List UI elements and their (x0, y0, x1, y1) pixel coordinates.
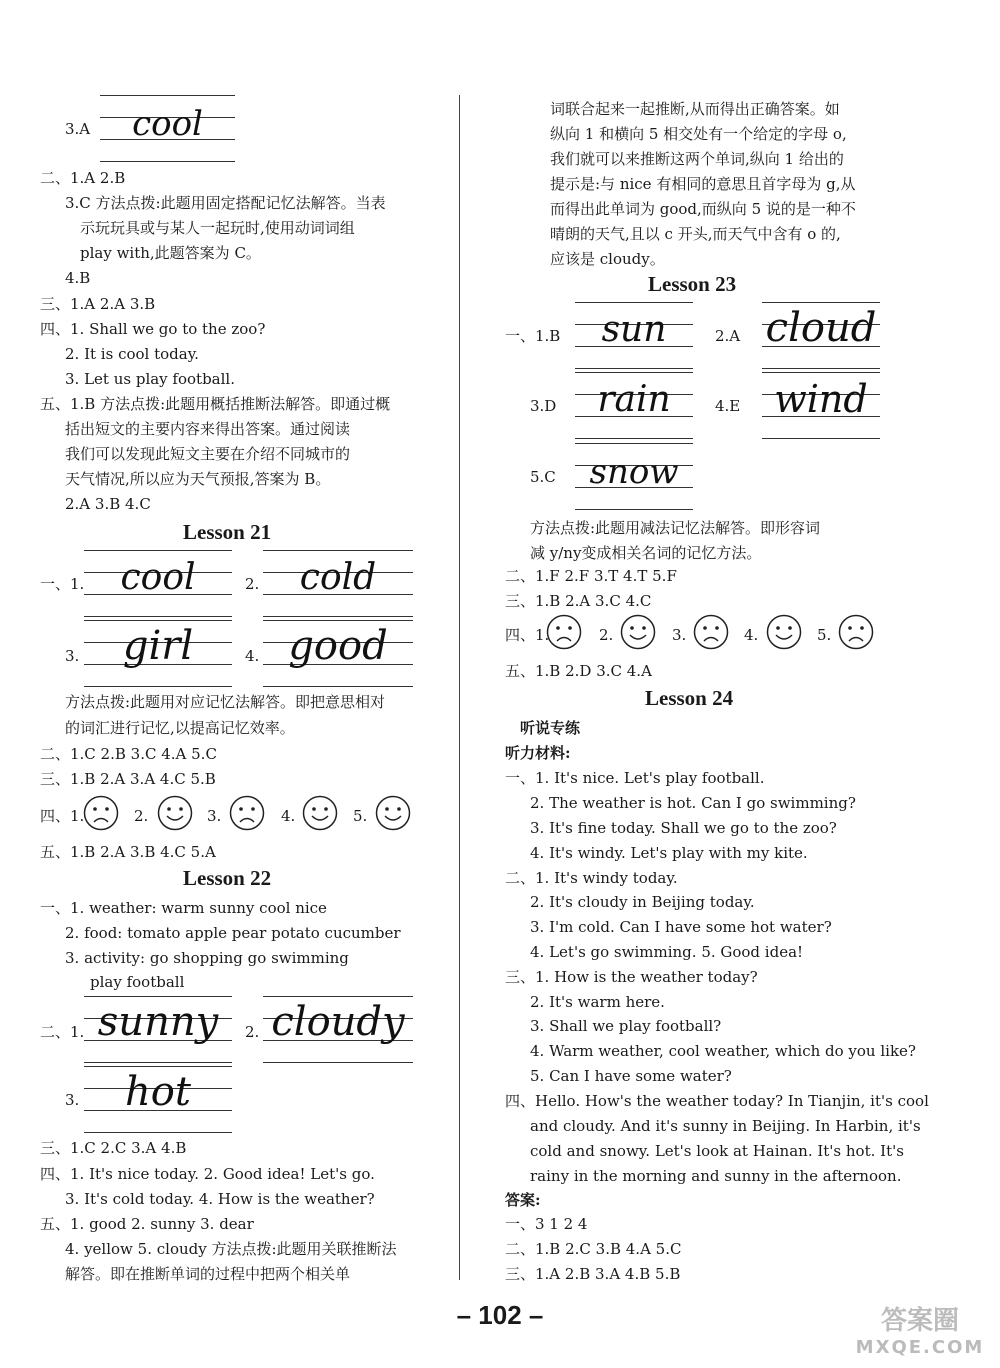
handwritten-word: sunny (97, 999, 219, 1045)
ruling-line (263, 686, 413, 687)
lesson-heading: Lesson 22 (183, 866, 272, 890)
ruling-line (84, 620, 232, 621)
right-text-line: 3. It's fine today. Shall we go to the zoo? (530, 819, 837, 837)
right-text-line: 答案: (505, 1191, 541, 1209)
right-text-line: 听说专练 (520, 719, 581, 737)
ruling-line (575, 368, 693, 369)
right-text-line: 3. I'm cold. Can I have some hot water? (530, 918, 832, 936)
handwritten-word: cool (132, 103, 203, 144)
right-text-line: 2. It's cloudy in Beijing today. (530, 893, 755, 911)
happy-face-icon (375, 795, 411, 831)
left-text-line: 2. It is cool today. (65, 345, 199, 363)
left-text-line: 4. (281, 807, 296, 825)
ruling-line (84, 1132, 232, 1133)
right-text-line: 4. Let's go swimming. 5. Good idea! (530, 943, 804, 961)
handwriting-box (84, 620, 232, 686)
handwriting-box (84, 996, 232, 1062)
handwritten-word: cloud (765, 305, 877, 351)
right-text-line: 我们就可以来推断这两个单词,纵向 1 给出的 (550, 150, 844, 168)
handwriting-box (575, 302, 693, 368)
ruling-line (575, 438, 693, 439)
right-text-line: 一、1.B (505, 327, 561, 345)
sad-face-icon (83, 795, 119, 831)
left-text-line: 3. activity: go shopping go swimming (65, 949, 349, 967)
right-text-line: 三、1. How is the weather today? (505, 968, 758, 986)
left-text-line: 一、1. weather: warm sunny cool nice (40, 899, 327, 917)
ruling-line (263, 996, 413, 997)
right-text-line: 一、1. It's nice. Let's play football. (505, 769, 765, 787)
left-text-line: 4. yellow 5. cloudy 方法点拨:此题用关联推断法 (65, 1240, 397, 1258)
left-text-line: 括出短文的主要内容来得出答案。通过阅读 (65, 420, 351, 438)
handwriting-box (263, 550, 413, 616)
ruling-line (575, 509, 693, 510)
left-text-line: 4.B (65, 269, 91, 287)
left-text-line: 三、1.C 2.C 3.A 4.B (40, 1139, 187, 1157)
left-text-line: 3. Let us play football. (65, 370, 235, 388)
left-text-line: 一、1. (40, 575, 85, 593)
left-text-line: 4. (245, 647, 260, 665)
ruling-line (575, 302, 693, 303)
left-text-line: 三、1.A 2.A 3.B (40, 295, 156, 313)
right-text-line: 应该是 cloudy。 (550, 250, 665, 268)
ruling-line (100, 161, 235, 162)
ruling-line (762, 372, 880, 373)
left-text-line: 天气情况,所以应为天气预报,答案为 B。 (65, 470, 331, 488)
left-text-line: 2. (245, 575, 260, 593)
handwriting-box (575, 372, 693, 438)
left-text-line: 3.A (65, 120, 91, 138)
handwritten-word: wind (774, 376, 868, 421)
left-text-line: 三、1.B 2.A 3.A 4.C 5.B (40, 770, 216, 788)
ruling-line (762, 438, 880, 439)
handwriting-box (762, 372, 880, 438)
right-text-line: 纵向 1 和横向 5 相交处有一个给定的字母 o, (550, 125, 847, 143)
happy-face-icon (766, 614, 802, 650)
right-text-line: 4. (744, 626, 759, 644)
right-text-line: 5. (817, 626, 832, 644)
ruling-line (84, 550, 232, 551)
right-text-line: 而得出此单词为 good,而纵向 5 说的是一种不 (550, 200, 856, 218)
handwritten-word: cloudy (271, 999, 405, 1045)
sad-face-icon (229, 795, 265, 831)
column-divider (459, 95, 460, 1280)
left-text-line: play with,此题答案为 C。 (80, 244, 261, 262)
left-text-line: 3. It's cold today. 4. How is the weather? (65, 1190, 375, 1208)
right-text-line: 五、1.B 2.D 3.C 4.A (505, 662, 652, 680)
ruling-line (84, 686, 232, 687)
right-text-line: rainy in the morning and sunny in the afternoon. (530, 1167, 902, 1185)
watermark-line1: 答案圈 (880, 1306, 959, 1336)
happy-face-icon (302, 795, 338, 831)
left-text-line: 2. (245, 1023, 260, 1041)
right-text-line: 4.E (715, 397, 741, 415)
handwritten-word: good (288, 623, 388, 669)
handwriting-box (263, 996, 413, 1062)
right-text-line: 减 y/ny变成相关名词的记忆方法。 (530, 544, 762, 562)
left-text-line: 二、1. (40, 1023, 85, 1041)
right-text-line: 一、3 1 2 4 (505, 1215, 588, 1233)
ruling-line (84, 616, 232, 617)
handwriting-box (762, 302, 880, 368)
right-text-line: 5.C (530, 468, 556, 486)
lesson-heading: Lesson 24 (645, 686, 734, 710)
watermark (850, 1300, 990, 1360)
handwritten-word: snow (589, 451, 679, 492)
right-text-line: 三、1.B 2.A 3.C 4.C (505, 592, 652, 610)
ruling-line (762, 302, 880, 303)
left-text-line: 四、1. It's nice today. 2. Good idea! Let's go. (40, 1165, 375, 1183)
handwriting-box (100, 95, 235, 161)
ruling-line (84, 1062, 232, 1063)
lesson-heading: Lesson 21 (183, 520, 272, 544)
sad-face-icon (838, 614, 874, 650)
watermark-line2: MXQE.COM (855, 1337, 985, 1358)
handwritten-word: cold (299, 556, 377, 598)
left-text-line: 3. (65, 647, 80, 665)
lesson-heading: Lesson 23 (648, 272, 737, 296)
ruling-line (263, 550, 413, 551)
ruling-line (575, 372, 693, 373)
right-text-line: 四、1. (505, 626, 550, 644)
right-text-line: 二、1.B 2.C 3.B 4.A 5.C (505, 1240, 682, 1258)
left-text-line: 五、1. good 2. sunny 3. dear (40, 1215, 254, 1233)
left-text-line: 2. food: tomato apple pear potato cucumber (65, 924, 401, 942)
right-text-line: 二、1. It's windy today. (505, 869, 678, 887)
left-text-line: 3.C 方法点拨:此题用固定搭配记忆法解答。当表 (65, 194, 386, 212)
right-text-line: 4. It's windy. Let's play with my kite. (530, 844, 808, 862)
left-text-line: 五、1.B 2.A 3.B 4.C 5.A (40, 843, 216, 861)
right-text-line: 2. It's warm here. (530, 993, 665, 1011)
left-text-line: 2.A 3.B 4.C (65, 495, 151, 513)
sad-face-icon (693, 614, 729, 650)
right-text-line: 三、1.A 2.B 3.A 4.B 5.B (505, 1265, 681, 1283)
sad-face-icon (546, 614, 582, 650)
left-text-line: play football (90, 973, 185, 991)
handwritten-word: rain (597, 378, 671, 420)
left-text-line: 四、1. Shall we go to the zoo? (40, 320, 266, 338)
ruling-line (762, 368, 880, 369)
left-text-line: 五、1.B 方法点拨:此题用概括推断法解答。即通过概 (40, 395, 391, 413)
handwriting-box (84, 550, 232, 616)
right-text-line: 4. Warm weather, cool weather, which do you like? (530, 1042, 916, 1060)
ruling-line (263, 616, 413, 617)
left-text-line: 的词汇进行记忆,以提高记忆效率。 (65, 719, 295, 737)
ruling-line (263, 620, 413, 621)
right-text-line: 3. (672, 626, 687, 644)
right-text-line: 词联合起来一起推断,从而得出正确答案。如 (550, 100, 840, 118)
left-text-line: 2. (134, 807, 149, 825)
right-text-line: 四、Hello. How's the weather today? In Tianjin, it's cool (505, 1092, 929, 1110)
handwriting-box (575, 443, 693, 509)
left-text-line: 二、1.C 2.B 3.C 4.A 5.C (40, 745, 217, 763)
right-text-line: 二、1.F 2.F 3.T 4.T 5.F (505, 567, 677, 585)
ruling-line (575, 443, 693, 444)
left-text-line: 示玩玩具或与某人一起玩时,使用动词词组 (80, 219, 355, 237)
ruling-line (100, 95, 235, 96)
handwritten-word: cool (120, 556, 196, 598)
left-text-line: 解答。即在推断单词的过程中把两个相关单 (65, 1265, 351, 1283)
right-text-line: 晴朗的天气,且以 c 开头,而天气中含有 o 的, (550, 225, 841, 243)
happy-face-icon (620, 614, 656, 650)
right-text-line: 3.D (530, 397, 557, 415)
left-text-line: 我们可以发现此短文主要在介绍不同城市的 (65, 445, 351, 463)
right-text-line: 2.A (715, 327, 741, 345)
handwriting-box (263, 620, 413, 686)
right-text-line: 2. (599, 626, 614, 644)
ruling-line (84, 1066, 232, 1067)
handwriting-box (84, 1066, 232, 1132)
left-text-line: 3. (65, 1091, 80, 1109)
ruling-line (84, 996, 232, 997)
left-text-line: 5. (353, 807, 368, 825)
right-text-line: 方法点拨:此题用减法记忆法解答。即形容词 (530, 519, 821, 537)
right-text-line: 提示是:与 nice 有相同的意思且首字母为 g,从 (550, 175, 856, 193)
right-text-line: 2. The weather is hot. Can I go swimming? (530, 794, 856, 812)
left-text-line: 二、1.A 2.B (40, 169, 126, 187)
right-text-line: 3. Shall we play football? (530, 1017, 722, 1035)
page-number: – 102 – (456, 1300, 544, 1330)
left-text-line: 3. (207, 807, 222, 825)
ruling-line (263, 1062, 413, 1063)
left-text-line: 方法点拨:此题用对应记忆法解答。即把意思相对 (65, 693, 386, 711)
left-text-line: 四、1. (40, 807, 85, 825)
handwritten-word: girl (122, 623, 194, 669)
handwritten-word: sun (601, 308, 667, 350)
right-text-line: 听力材料: (505, 744, 571, 762)
right-text-line: cold and snowy. Let's look at Hainan. It's hot. It's (530, 1142, 904, 1160)
handwritten-word: hot (125, 1069, 191, 1115)
right-text-line: 5. Can I have some water? (530, 1067, 732, 1085)
right-text-line: and cloudy. And it's sunny in Beijing. In Harbin, it's (530, 1117, 921, 1135)
happy-face-icon (157, 795, 193, 831)
